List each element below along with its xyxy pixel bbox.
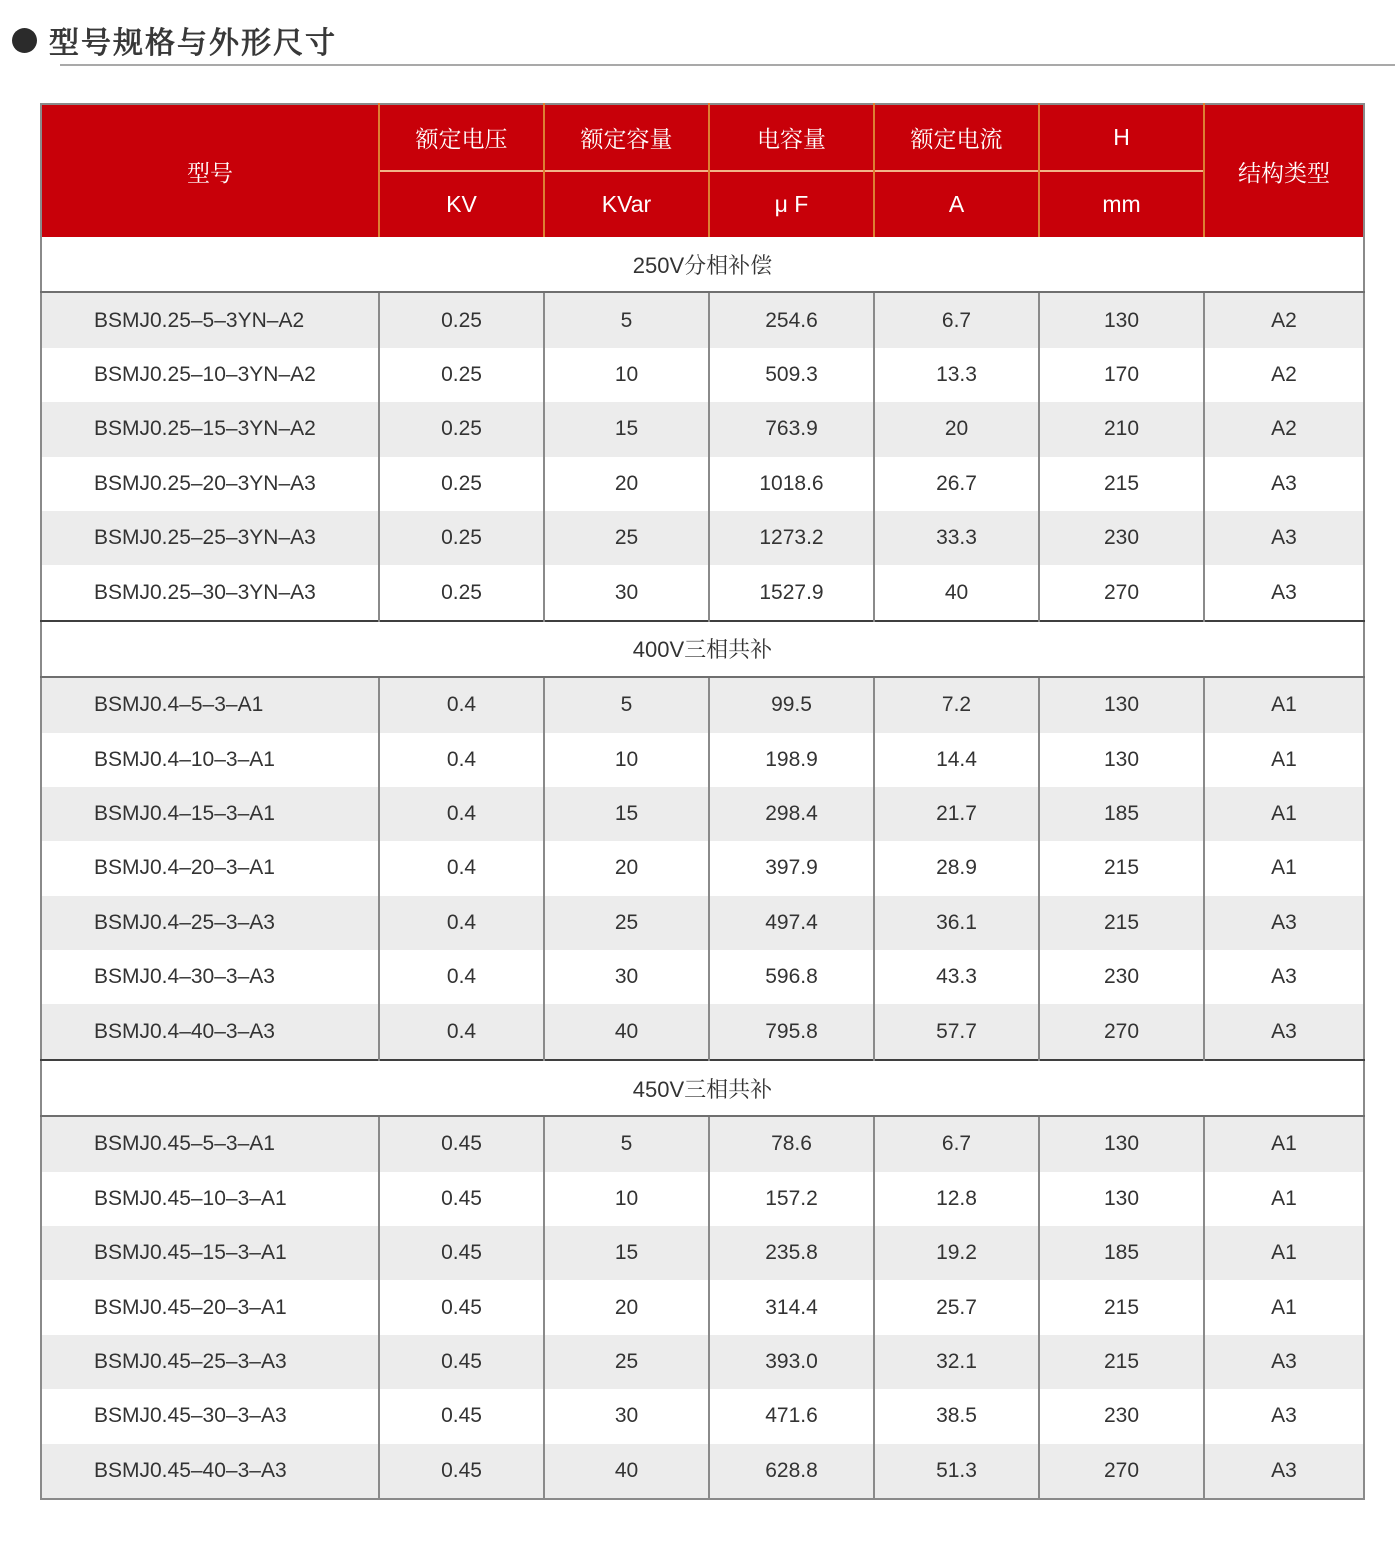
model-cell: BSMJ0.25–10–3YN–A2 <box>41 348 379 402</box>
table-row <box>41 677 1364 732</box>
value-cell: 0.25 <box>379 292 544 347</box>
value-cell: 130 <box>1039 1172 1204 1226</box>
value-cell: 20 <box>544 1280 709 1334</box>
value-cell: 157.2 <box>709 1172 874 1226</box>
table-row <box>41 1226 1364 1280</box>
value-cell: 0.25 <box>379 457 544 511</box>
value-cell: 25 <box>544 511 709 565</box>
table-header <box>41 104 1364 237</box>
value-cell: 57.7 <box>874 1004 1039 1059</box>
value-cell: 185 <box>1039 1226 1204 1280</box>
value-cell: 10 <box>544 348 709 402</box>
table-row <box>41 787 1364 841</box>
value-cell: A3 <box>1204 950 1364 1004</box>
value-cell: 0.45 <box>379 1335 544 1389</box>
model-cell: BSMJ0.4–25–3–A3 <box>41 896 379 950</box>
value-cell: 235.8 <box>709 1226 874 1280</box>
value-cell: 210 <box>1039 402 1204 456</box>
model-cell: BSMJ0.25–20–3YN–A3 <box>41 457 379 511</box>
value-cell: 628.8 <box>709 1444 874 1499</box>
value-cell: A1 <box>1204 1226 1364 1280</box>
header-rated-current: 额定电流 <box>874 104 1039 171</box>
value-cell: 15 <box>544 787 709 841</box>
value-cell: 10 <box>544 733 709 787</box>
value-cell: 7.2 <box>874 677 1039 732</box>
value-cell: 185 <box>1039 787 1204 841</box>
table-row <box>41 733 1364 787</box>
value-cell: 795.8 <box>709 1004 874 1059</box>
unit-kvar: KVar <box>544 171 709 237</box>
value-cell: 0.4 <box>379 896 544 950</box>
header-row-names <box>41 104 1364 171</box>
value-cell: 99.5 <box>709 677 874 732</box>
model-cell: BSMJ0.45–15–3–A1 <box>41 1226 379 1280</box>
section-label: 400V三相共补 <box>41 621 1364 677</box>
value-cell: 393.0 <box>709 1335 874 1389</box>
table-row <box>41 1444 1364 1499</box>
value-cell: 13.3 <box>874 348 1039 402</box>
value-cell: 1527.9 <box>709 565 874 620</box>
value-cell: 130 <box>1039 292 1204 347</box>
section-header-row <box>41 621 1364 677</box>
value-cell: 40 <box>874 565 1039 620</box>
unit-uf: μ F <box>709 171 874 237</box>
header-capacitance: 电容量 <box>709 104 874 171</box>
table-row <box>41 402 1364 456</box>
model-cell: BSMJ0.45–20–3–A1 <box>41 1280 379 1334</box>
header-rated-voltage: 额定电压 <box>379 104 544 171</box>
table-row <box>41 950 1364 1004</box>
value-cell: 19.2 <box>874 1226 1039 1280</box>
model-cell: BSMJ0.4–40–3–A3 <box>41 1004 379 1059</box>
value-cell: 5 <box>544 677 709 732</box>
value-cell: 0.25 <box>379 565 544 620</box>
value-cell: 26.7 <box>874 457 1039 511</box>
value-cell: A3 <box>1204 457 1364 511</box>
model-cell: BSMJ0.4–5–3–A1 <box>41 677 379 732</box>
table-row <box>41 841 1364 895</box>
value-cell: 25 <box>544 896 709 950</box>
section-header-row <box>41 1060 1364 1116</box>
spec-table <box>40 103 1365 1500</box>
unit-kv: KV <box>379 171 544 237</box>
value-cell: 130 <box>1039 1116 1204 1171</box>
value-cell: A1 <box>1204 1116 1364 1171</box>
value-cell: 12.8 <box>874 1172 1039 1226</box>
value-cell: 30 <box>544 950 709 1004</box>
value-cell: 0.4 <box>379 733 544 787</box>
value-cell: 0.4 <box>379 787 544 841</box>
value-cell: A1 <box>1204 733 1364 787</box>
value-cell: 6.7 <box>874 1116 1039 1171</box>
header-height: H <box>1039 104 1204 171</box>
value-cell: 497.4 <box>709 896 874 950</box>
value-cell: A2 <box>1204 348 1364 402</box>
value-cell: 230 <box>1039 511 1204 565</box>
value-cell: 0.45 <box>379 1389 544 1443</box>
value-cell: 130 <box>1039 677 1204 732</box>
value-cell: A1 <box>1204 1280 1364 1334</box>
value-cell: 509.3 <box>709 348 874 402</box>
value-cell: 6.7 <box>874 292 1039 347</box>
value-cell: A2 <box>1204 402 1364 456</box>
unit-a: A <box>874 171 1039 237</box>
value-cell: 1273.2 <box>709 511 874 565</box>
section-label: 450V三相共补 <box>41 1060 1364 1116</box>
value-cell: 254.6 <box>709 292 874 347</box>
value-cell: 15 <box>544 1226 709 1280</box>
section-header-row <box>41 237 1364 292</box>
value-cell: A1 <box>1204 841 1364 895</box>
value-cell: 28.9 <box>874 841 1039 895</box>
section-label: 250V分相补偿 <box>41 237 1364 292</box>
page-title: 型号规格与外形尺寸 <box>49 27 337 60</box>
value-cell: 0.25 <box>379 402 544 456</box>
table-row <box>41 511 1364 565</box>
table-row <box>41 1280 1364 1334</box>
table-row <box>41 1389 1364 1443</box>
value-cell: 20 <box>874 402 1039 456</box>
table-row <box>41 1004 1364 1059</box>
model-cell: BSMJ0.25–5–3YN–A2 <box>41 292 379 347</box>
value-cell: 0.45 <box>379 1226 544 1280</box>
header-rated-capacity: 额定容量 <box>544 104 709 171</box>
title-divider <box>60 64 1395 66</box>
table-row <box>41 1335 1364 1389</box>
model-cell: BSMJ0.4–20–3–A1 <box>41 841 379 895</box>
model-cell: BSMJ0.25–15–3YN–A2 <box>41 402 379 456</box>
value-cell: 20 <box>544 457 709 511</box>
value-cell: 1018.6 <box>709 457 874 511</box>
value-cell: 20 <box>544 841 709 895</box>
value-cell: 270 <box>1039 1444 1204 1499</box>
value-cell: 0.25 <box>379 511 544 565</box>
value-cell: 32.1 <box>874 1335 1039 1389</box>
value-cell: 314.4 <box>709 1280 874 1334</box>
value-cell: 596.8 <box>709 950 874 1004</box>
value-cell: 40 <box>544 1004 709 1059</box>
value-cell: 0.25 <box>379 348 544 402</box>
value-cell: 198.9 <box>709 733 874 787</box>
model-cell: BSMJ0.4–30–3–A3 <box>41 950 379 1004</box>
value-cell: A3 <box>1204 1444 1364 1499</box>
model-cell: BSMJ0.45–25–3–A3 <box>41 1335 379 1389</box>
value-cell: 270 <box>1039 1004 1204 1059</box>
value-cell: 763.9 <box>709 402 874 456</box>
value-cell: 215 <box>1039 1335 1204 1389</box>
value-cell: A3 <box>1204 1389 1364 1443</box>
value-cell: A3 <box>1204 511 1364 565</box>
table-row <box>41 896 1364 950</box>
value-cell: 215 <box>1039 841 1204 895</box>
value-cell: 14.4 <box>874 733 1039 787</box>
value-cell: 38.5 <box>874 1389 1039 1443</box>
model-cell: BSMJ0.25–30–3YN–A3 <box>41 565 379 620</box>
value-cell: 0.4 <box>379 1004 544 1059</box>
value-cell: 36.1 <box>874 896 1039 950</box>
value-cell: 21.7 <box>874 787 1039 841</box>
model-cell: BSMJ0.45–40–3–A3 <box>41 1444 379 1499</box>
table-row <box>41 1116 1364 1171</box>
model-cell: BSMJ0.45–10–3–A1 <box>41 1172 379 1226</box>
value-cell: 215 <box>1039 896 1204 950</box>
value-cell: 10 <box>544 1172 709 1226</box>
model-cell: BSMJ0.45–5–3–A1 <box>41 1116 379 1171</box>
value-cell: 0.4 <box>379 841 544 895</box>
value-cell: 25.7 <box>874 1280 1039 1334</box>
value-cell: 215 <box>1039 457 1204 511</box>
value-cell: 40 <box>544 1444 709 1499</box>
header-model: 型号 <box>41 104 379 237</box>
value-cell: 43.3 <box>874 950 1039 1004</box>
value-cell: 0.45 <box>379 1116 544 1171</box>
table-row <box>41 457 1364 511</box>
table-row <box>41 348 1364 402</box>
value-cell: 130 <box>1039 733 1204 787</box>
value-cell: A2 <box>1204 292 1364 347</box>
value-cell: 25 <box>544 1335 709 1389</box>
value-cell: 230 <box>1039 1389 1204 1443</box>
value-cell: 0.45 <box>379 1444 544 1499</box>
model-cell: BSMJ0.45–30–3–A3 <box>41 1389 379 1443</box>
table-body <box>41 237 1364 1499</box>
value-cell: A3 <box>1204 565 1364 620</box>
value-cell: 15 <box>544 402 709 456</box>
value-cell: 230 <box>1039 950 1204 1004</box>
value-cell: 0.45 <box>379 1172 544 1226</box>
value-cell: 0.4 <box>379 950 544 1004</box>
value-cell: 298.4 <box>709 787 874 841</box>
value-cell: A3 <box>1204 1004 1364 1059</box>
table-row <box>41 565 1364 620</box>
value-cell: 215 <box>1039 1280 1204 1334</box>
value-cell: A1 <box>1204 677 1364 732</box>
value-cell: 5 <box>544 292 709 347</box>
model-cell: BSMJ0.4–15–3–A1 <box>41 787 379 841</box>
value-cell: 51.3 <box>874 1444 1039 1499</box>
header-structure-type: 结构类型 <box>1204 104 1364 237</box>
table-row <box>41 1172 1364 1226</box>
value-cell: 270 <box>1039 565 1204 620</box>
value-cell: A3 <box>1204 1335 1364 1389</box>
value-cell: 5 <box>544 1116 709 1171</box>
model-cell: BSMJ0.25–25–3YN–A3 <box>41 511 379 565</box>
value-cell: 0.4 <box>379 677 544 732</box>
table-row <box>41 292 1364 347</box>
value-cell: 30 <box>544 1389 709 1443</box>
unit-mm: mm <box>1039 171 1204 237</box>
value-cell: 30 <box>544 565 709 620</box>
value-cell: 33.3 <box>874 511 1039 565</box>
value-cell: 78.6 <box>709 1116 874 1171</box>
value-cell: A1 <box>1204 1172 1364 1226</box>
value-cell: A1 <box>1204 787 1364 841</box>
value-cell: 471.6 <box>709 1389 874 1443</box>
page-title-row <box>12 18 337 62</box>
bullet-icon <box>12 28 37 53</box>
model-cell: BSMJ0.4–10–3–A1 <box>41 733 379 787</box>
value-cell: 397.9 <box>709 841 874 895</box>
value-cell: 170 <box>1039 348 1204 402</box>
value-cell: A3 <box>1204 896 1364 950</box>
value-cell: 0.45 <box>379 1280 544 1334</box>
